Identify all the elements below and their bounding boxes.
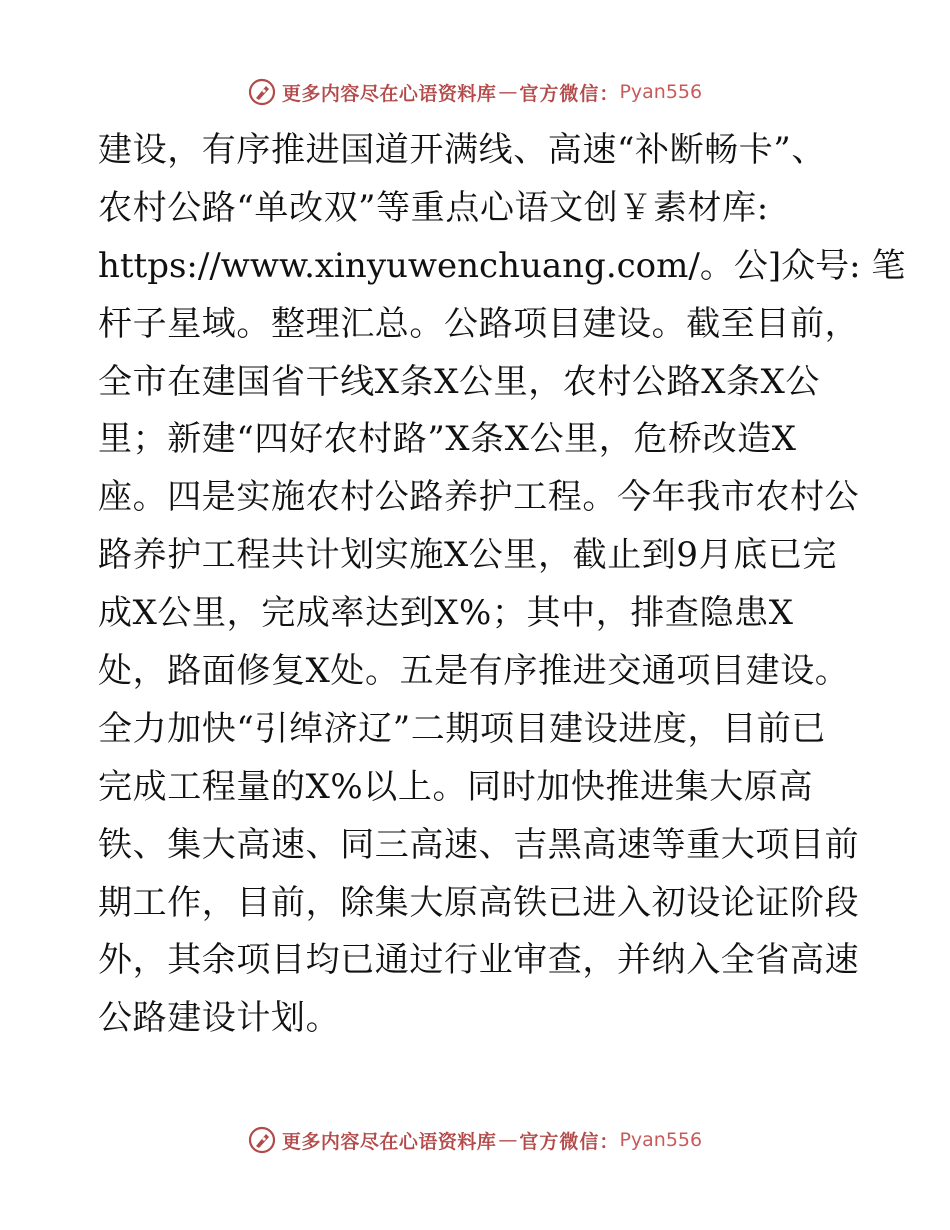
body-line: 期工作，目前，除集大原高铁已进入初设论证阶段 xyxy=(98,882,860,923)
body-line: 完成工程量的X%以上。同时加快推进集大原高 xyxy=(98,766,814,807)
body-line: 路养护工程共计划实施X公里，截止到9月底已完 xyxy=(98,535,838,576)
body-line: 建设，有序推进国道开满线、高速“补断畅卡”、 xyxy=(98,130,826,170)
footer-site-name: 更多内容尽在心语资料库 xyxy=(281,1130,497,1153)
footer-separator: — xyxy=(498,1129,518,1151)
body-line: 农村公路“单改双”等重点心语文创￥素材库: xyxy=(98,187,769,228)
footer-official-label: 官方微信： xyxy=(519,1130,620,1153)
footer-wechat-id: Pyan556 xyxy=(619,1129,703,1151)
body-line: 成X公里，完成率达到X%；其中，排查隐患X xyxy=(98,593,794,634)
pen-nib-circle-icon xyxy=(248,78,276,106)
body-line: https://www.xinyuwenchuang.com/。公]众号: 笔 xyxy=(98,245,906,286)
header-banner xyxy=(0,72,950,112)
document-body xyxy=(98,122,906,1048)
body-line: 座。四是实施农村公路养护工程。今年我市农村公 xyxy=(98,477,860,518)
body-line: 公路建设计划。 xyxy=(98,998,341,1039)
body-line: 杆子星域。整理汇总。公路项目建设。截至目前， xyxy=(98,303,860,344)
body-line: 铁、集大高速、同三高速、吉黑高速等重大项目前 xyxy=(98,824,860,865)
body-line: 处，路面修复X处。五是有序推进交通项目建设。 xyxy=(98,651,850,692)
body-line: 外，其余项目均已通过行业审查，并纳入全省高速 xyxy=(98,940,860,981)
body-line: 里；新建“四好农村路”X条X公里，危桥改造X xyxy=(98,419,797,460)
footer-banner xyxy=(0,1120,950,1160)
body-line: 全市在建国省干线X条X公里，农村公路X条X公 xyxy=(98,361,821,402)
header-separator: — xyxy=(498,81,518,103)
pen-nib-circle-icon xyxy=(248,1126,276,1154)
header-wechat-id: Pyan556 xyxy=(619,81,703,103)
body-line: 全力加快“引绰济辽”二期项目建设进度，目前已 xyxy=(98,708,826,749)
header-site-name: 更多内容尽在心语资料库 xyxy=(281,82,497,105)
header-official-label: 官方微信： xyxy=(519,82,620,105)
